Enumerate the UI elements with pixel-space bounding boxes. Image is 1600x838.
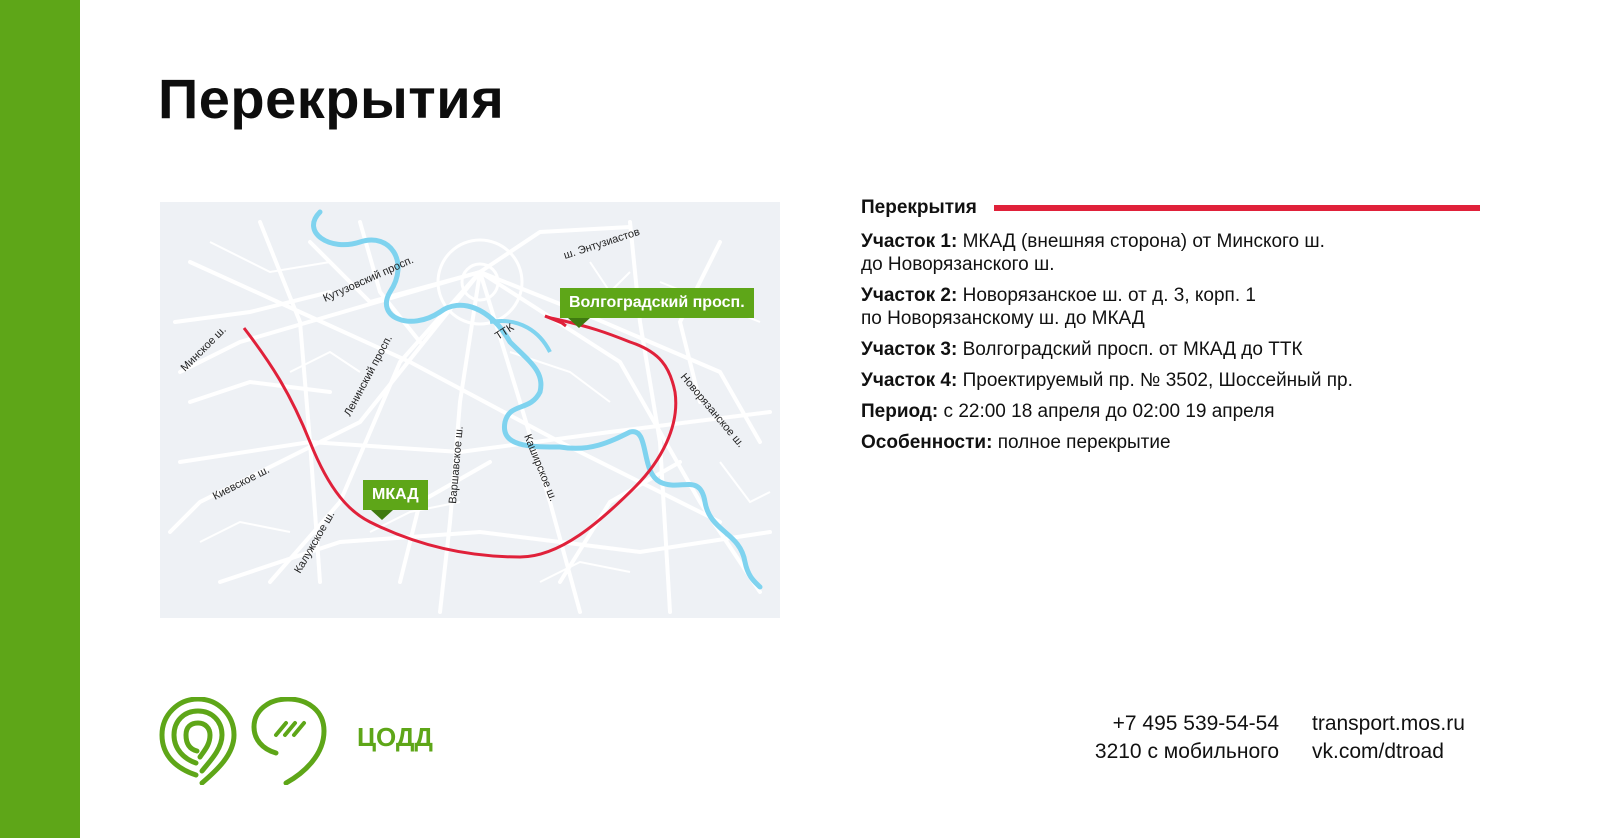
closure-info <box>861 196 1481 454</box>
closure-map <box>160 202 780 618</box>
info-text: Новорязанское ш. от д. 3, корп. 1 <box>957 285 1256 306</box>
info-text: с 22:00 18 апреля до 02:00 19 апреля <box>938 401 1275 422</box>
info-label: Участок 2: <box>861 285 958 306</box>
info-text: полное перекрытие <box>992 432 1171 453</box>
info-row-section-3 <box>861 338 1481 361</box>
info-row-section-1 <box>861 230 1481 276</box>
logo-mark-nine <box>254 699 324 783</box>
road-label-kutuzovsky: Кутузовский просп. <box>321 254 416 305</box>
road-label-varshavskoe: Варшавское ш. <box>447 425 466 505</box>
info-text-continued: по Новорязанскому ш. до МКАД <box>861 308 1145 329</box>
info-text: МКАД (внешняя сторона) от Минского ш. <box>957 231 1325 252</box>
info-row-features <box>861 431 1481 454</box>
left-accent-bar <box>0 0 80 838</box>
info-label: Участок 1: <box>861 231 958 252</box>
vk-link[interactable]: vk.com/dtroad <box>1312 740 1444 763</box>
info-row-period <box>861 400 1481 423</box>
road-label-minskoe: Минское ш. <box>178 323 229 375</box>
logo-mark-stripes <box>276 723 304 735</box>
contact-phone-block <box>1073 710 1279 766</box>
contact-phone-mobile: 3210 с мобильного <box>1094 740 1279 763</box>
website-link[interactable]: transport.mos.ru <box>1312 712 1465 735</box>
codd-logo <box>158 697 338 785</box>
road-label-ttk: ТТК <box>493 321 517 343</box>
info-label: Период: <box>861 401 939 422</box>
road-label-kashirskoe: Каширское ш. <box>521 432 560 504</box>
info-text-continued: до Новорязанского ш. <box>861 254 1055 275</box>
brand-name: ЦОДД <box>357 722 433 752</box>
road-label-novoryazanskoe: Новорязанское ш. <box>677 371 747 450</box>
map-canvas <box>160 202 780 618</box>
callout-volgogradsky: Волгоградский просп. <box>560 288 754 318</box>
callout-mkad: МКАД <box>363 480 428 510</box>
road-label-kievskoe: Киевское ш. <box>210 463 272 503</box>
legend <box>861 196 1481 222</box>
legend-label: Перекрытия <box>861 197 977 218</box>
info-label: Особенности: <box>861 432 993 453</box>
info-label: Участок 4: <box>861 370 958 391</box>
legend-line <box>994 205 1480 211</box>
info-text: Проектируемый пр. № 3502, Шоссейный пр. <box>957 370 1353 391</box>
info-label: Участок 3: <box>861 339 958 360</box>
page-title: Перекрытия <box>158 67 505 130</box>
road-label-leninsky: Ленинский просп. <box>342 333 395 419</box>
road-label-entuziastov: ш. Энтузиастов <box>562 225 642 262</box>
logo-mark-rings <box>162 699 234 783</box>
road-label-kaluzhskoe: Калужское ш. <box>292 509 338 576</box>
info-row-section-4 <box>861 369 1481 392</box>
info-row-section-2 <box>861 284 1481 330</box>
contact-web-block <box>1312 710 1465 766</box>
info-text: Волгоградский просп. от МКАД до ТТК <box>957 339 1303 360</box>
contact-phone[interactable]: +7 495 539-54-54 <box>1112 712 1279 735</box>
